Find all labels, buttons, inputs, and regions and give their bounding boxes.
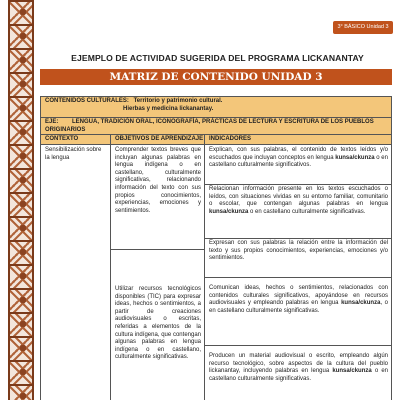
col-header-contexto: CONTEXTO bbox=[45, 136, 79, 142]
decorative-border bbox=[8, 0, 34, 400]
objetivo-1: Comprender textos breves que incluyan algunas palabras en lengua indígena o en castellano, culturalmente significativas, relacionando información del texto con sus propios conocimientos, experiencias, emociones y sentimientos. bbox=[115, 147, 201, 214]
contenidos-label: CONTENIDOS CULTURALES: bbox=[45, 98, 129, 104]
eje-text: LENGUA, TRADICIÓN ORAL, ICONOGRAFÍA, PRÁCTICAS DE LECTURA Y ESCRITURA DE LOS PUEBLOS ORIGINARIOS bbox=[45, 119, 374, 133]
eje-row bbox=[41, 118, 391, 135]
indicador-4: Comunican ideas, hechos o sentimientos, relacionados con contenidos culturales significativos, apoyándose en recursos audiovisuales y empleando palabras en lengua kunsa/ckunza, o en castellano culturalmente significativas. bbox=[209, 285, 388, 314]
col-header-objetivos: OBJETIVOS DE APRENDIZAJE bbox=[115, 136, 204, 142]
ind-row-divider-3 bbox=[204, 277, 391, 278]
obj-row-divider bbox=[110, 249, 204, 250]
objetivo-2: Utilizar recursos tecnológicos disponibles (TIC) para expresar ideas, hechos o sentimientos, a partir de creaciones audiovisuales o escritas, referidas a elementos de la cultura indígena, que contengan algunas palabras en lengua indígena o en castellano, culturalmente significativas. bbox=[115, 286, 201, 361]
indicador-1: Explican, con sus palabras, el contenido de textos leídos y/o escuchados que incluyan conceptos en lengua kunsa/ckunza o en castellano culturalmente significativos. bbox=[209, 147, 388, 169]
ind-row-divider-4 bbox=[204, 345, 391, 346]
grade-unit-tag: 3° BÁSICO Unidad 3 bbox=[333, 21, 393, 34]
column-header-row bbox=[41, 135, 391, 145]
indicador-2: Relacionan información presente en los textos escuchados o leídos, con situaciones vividas en su entorno familiar, comunitario o escolar, que contengan algunas palabras en lengua kunsa/ckunza o en castellano culturalmente significativas. bbox=[209, 186, 388, 215]
indicador-5: Producen un material audiovisual o escrito, empleando algún recurso tecnológico, sobre aspectos de la cultura del pueblo lickanantay, incluyendo palabras en lengua kunsa/ckunza o en castellano culturalmente significativas. bbox=[209, 353, 388, 382]
col-divider-1 bbox=[110, 135, 111, 400]
contenidos-line1: Territorio y patrimonio cultural. bbox=[133, 98, 223, 104]
col-divider-2 bbox=[204, 135, 205, 400]
matrix-title-banner: MATRIZ DE CONTENIDO UNIDAD 3 bbox=[40, 69, 392, 85]
ind-row-divider-1 bbox=[204, 184, 391, 185]
indicador-3: Expresan con sus palabras la relación entre la información del texto y sus propios conocimientos, experiencias, emociones y/o sentimientos. bbox=[209, 240, 388, 262]
contenidos-line2: Hierbas y medicina lickanantay. bbox=[123, 105, 214, 112]
col-header-indicadores: INDICADORES bbox=[209, 136, 252, 142]
content-matrix-table bbox=[40, 96, 392, 400]
page-heading: EJEMPLO DE ACTIVIDAD SUGERIDA DEL PROGRAMA LICKANANTAY bbox=[71, 53, 364, 63]
contenidos-row bbox=[41, 97, 391, 118]
eje-label: EJE: bbox=[45, 119, 59, 125]
ind-row-divider-2 bbox=[204, 238, 391, 239]
contexto-cell: Sensibilización sobre la lengua bbox=[45, 147, 102, 161]
